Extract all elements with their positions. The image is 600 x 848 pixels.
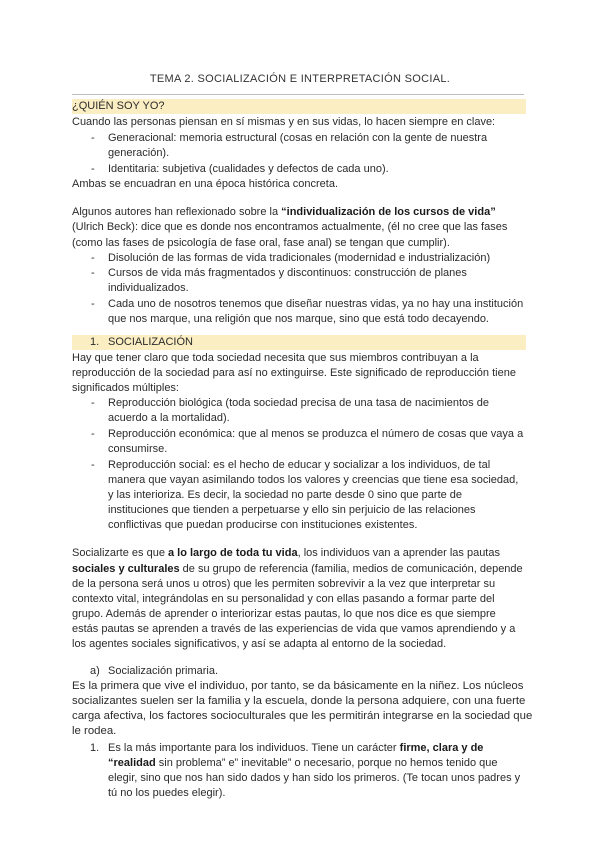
paragraph-line [72, 562, 523, 577]
list-dash: - [91, 459, 95, 471]
list-item: Generacional: memoria estructural (cosas en relación con la gente de nuestra [108, 132, 488, 144]
paragraph-line: de la persona será unos u otros) que les permiten sobrevivir a la vez que interpretar su [72, 578, 496, 590]
list-item-continuation: generación). [108, 147, 170, 159]
numbered-item [108, 741, 483, 756]
list-item: Cada uno de nosotros tenemos que diseñar nuestras vidas, ya no hay una institución [108, 298, 524, 310]
list-dash: - [91, 428, 95, 440]
numbered-item-continuation: elegir, sino que nos han sido dados y han sido los primeros. (Te tocan unos padres y [108, 772, 521, 784]
list-item-continuation: que nos marque, una religión que nos marque, sino que está todo decayendo. [108, 313, 489, 325]
paragraph-line: (Ulrich Beck): dice que es donde nos encontramos actualmente, (él no cree que las fases [72, 221, 508, 233]
paragraph-line: (como las fases de psicología de fase oral, fase anal) se tengan que cumplir). [72, 237, 450, 249]
list-item: Reproducción social: es el hecho de educar y socializar a los individuos, de tal [108, 459, 491, 471]
paragraph-line [72, 546, 500, 561]
list-item-continuation: instituciones que tienden a perpetuarse y ello sin perjuicio de las relaciones [108, 504, 476, 516]
text-run: , los individuos van a aprender las pautas [297, 547, 500, 559]
list-item-continuation: y las interioriza. Es decir, la sociedad no parte desde 0 sino que parte de [108, 489, 463, 501]
paragraph-line: Cuando las personas piensan en sí mismas y en sus vidas, lo hacen siempre en clave: [72, 116, 496, 128]
list-dash: - [91, 132, 95, 144]
list-dash: - [91, 397, 95, 409]
bold-term: a lo largo de toda tu vida [168, 547, 298, 559]
section-heading-quien-soy-yo: ¿QUIÉN SOY YO? [72, 100, 165, 112]
title-divider [72, 94, 524, 95]
list-item: Reproducción biológica (toda sociedad precisa de una tasa de nacimientos de [108, 397, 489, 409]
paragraph-line: contexto vital, integrándolas en su personalidad y con ellas pasando a formar parte del [72, 593, 495, 605]
list-item-continuation: individualizados. [108, 282, 189, 294]
list-item: Reproducción económica: que al menos se produzca el número de cosas que vaya a [108, 428, 524, 440]
paragraph-line: socializantes suelen ser la familia y la escuela, donde la persona adquiere, con una fuerte [72, 695, 526, 707]
paragraph-line: carga afectiva, los factores socioculturales que les permitirán integrarse en la sociedad que [72, 710, 533, 722]
paragraph-line: estás pautas se aprenden a través de las experiencias de vida que vamos aprendiendo y a [72, 623, 516, 635]
list-item-continuation: conflictivas que puedan producirse con instituciones existentes. [108, 519, 418, 531]
paragraph-line: grupo. Además de aprender o interiorizar estas pautas, lo que nos dice es que siempre [72, 608, 496, 620]
list-item: Identitaria: subjetiva (cualidades y defectos de cada uno). [108, 163, 389, 175]
list-item-continuation: consumirse. [108, 443, 168, 455]
bold-term: firme, clara y de [399, 742, 484, 754]
page-title: TEMA 2. SOCIALIZACIÓN E INTERPRETACIÓN SOCIAL. [149, 73, 451, 85]
paragraph-line: significados múltiples: [72, 382, 179, 394]
bold-term: sociales y culturales [72, 563, 180, 575]
list-item: Cursos de vida más fragmentados y discontinuos: construcción de planes [108, 267, 467, 279]
text-run: Algunos autores han reflexionado sobre la [72, 206, 282, 218]
text-run: de su grupo de referencia (familia, medios de comunicación, depende [179, 563, 523, 575]
list-dash: - [91, 163, 95, 175]
text-run: sin problema” e” inevitable” o necesario, porque no hemos tenido que [155, 757, 498, 769]
bold-term: “realidad [108, 757, 156, 769]
list-item-continuation: manera que vayan asimilando todos los valores y creencias que tiene esa sociedad, [108, 474, 519, 486]
text-run: Socializarte es que [72, 547, 168, 559]
paragraph-line: reproducción de la sociedad para así no extinguirse. Este significado de reproducción tiene [72, 367, 516, 379]
numbered-item-continuation: tú no los puedes elegir). [108, 787, 226, 799]
list-item-continuation: acuerdo a la mortalidad). [108, 412, 230, 424]
text-run: Es la más importante para los individuos. Tiene un carácter [108, 742, 400, 754]
paragraph-line: Hay que tener claro que toda sociedad necesita que sus miembros contribuyan a la [72, 352, 479, 364]
paragraph-line: Es la primera que vive el individuo, por tanto, se da básicamente en la niñez. Los núcleos [72, 680, 524, 692]
section-heading-socializacion: SOCIALIZACIÓN [108, 336, 193, 348]
list-dash: - [91, 252, 95, 264]
numbered-item-continuation [108, 756, 498, 771]
paragraph-line: Ambas se encuadran en una época histórica concreta. [72, 178, 338, 190]
section-number: 1. [90, 336, 100, 348]
paragraph-line: los agentes sociales significativos, y así se adapta al entorno de la sociedad. [72, 638, 447, 650]
subsection-heading-socializacion-primaria: Socialización primaria. [108, 665, 219, 677]
bold-term: “individualización de los cursos de vida” [281, 206, 496, 218]
list-dash: - [91, 298, 95, 310]
paragraph-line [72, 205, 496, 220]
list-item: Disolución de las formas de vida tradicionales (modernidad e industrialización) [108, 252, 491, 264]
paragraph-line: le rodea. [72, 725, 117, 737]
subsection-label: a) [90, 665, 100, 677]
list-number: 1. [90, 742, 100, 754]
list-dash: - [91, 267, 95, 279]
